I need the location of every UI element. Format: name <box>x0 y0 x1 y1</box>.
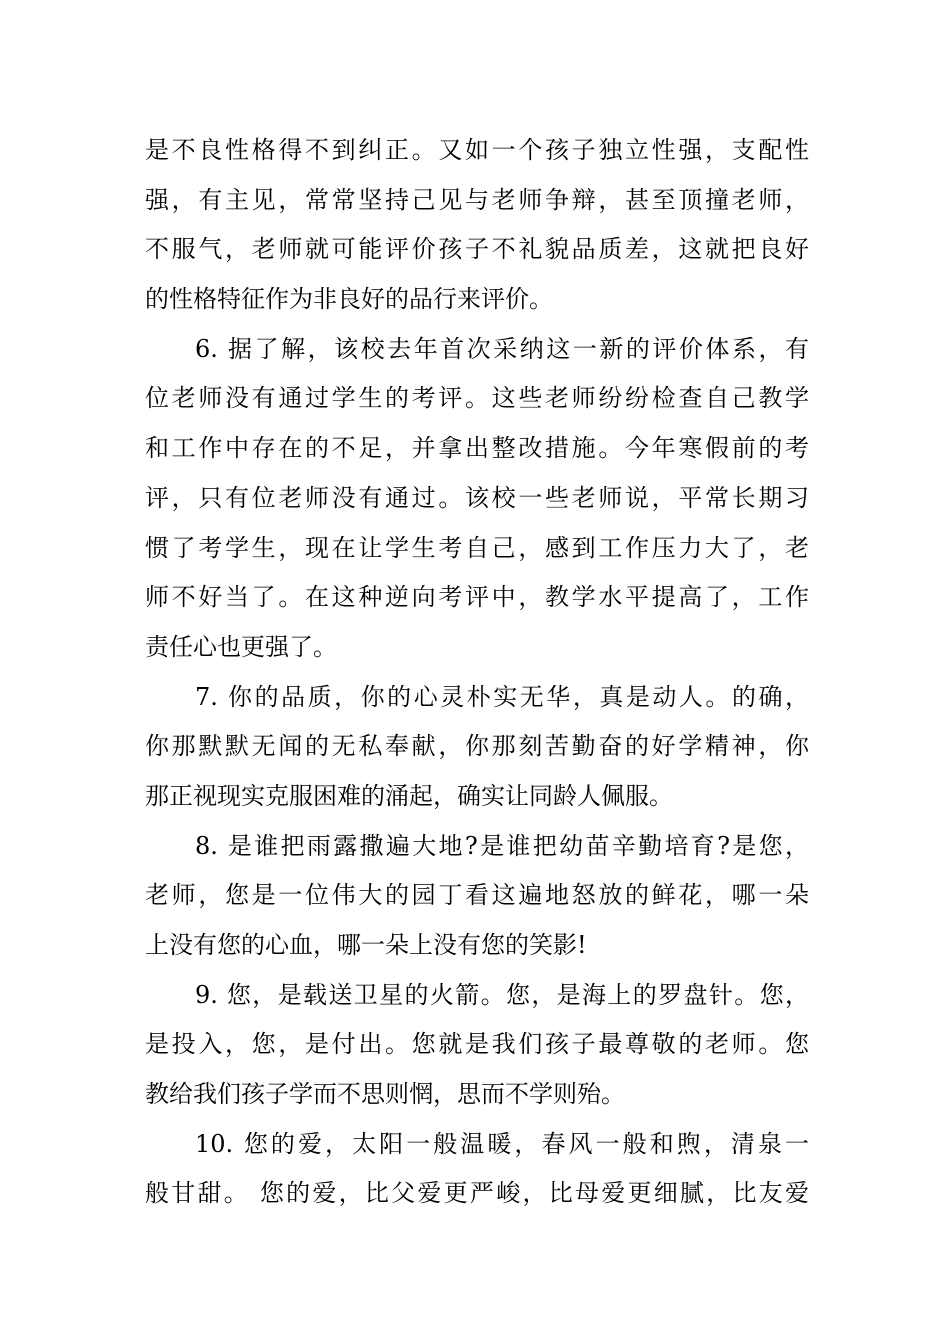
paragraph-10-start: 10. 您的爱，太阳一般温暖，春风一般和煦，清泉一 <box>195 1129 809 1158</box>
text-line: 评，只有位老师没有通过。该校一些老师说，平常长期习 <box>145 483 809 512</box>
text-line: 教给我们孩子学而不思则惘，思而不学则殆。 <box>145 1080 625 1109</box>
text-line: 不服气，老师就可能评价孩子不礼貌品质差，这就把良好 <box>145 235 809 264</box>
text-line: 般甘甜。 您的爱，比父爱更严峻，比母爱更细腻，比友爱 <box>145 1179 809 1208</box>
paragraph-8-start: 8. 是谁把雨露撒遍大地?是谁把幼苗辛勤培育?是您， <box>195 831 809 860</box>
paragraph-6-start: 6. 据了解，该校去年首次采纳这一新的评价体系，有 <box>195 334 809 363</box>
text-line: 你那默默无闻的无私奉献，你那刻苦勤奋的好学精神，你 <box>145 732 809 761</box>
body-text <box>145 126 809 1219</box>
paragraph-7-start: 7. 你的品质，你的心灵朴实无华，真是动人。的确， <box>195 682 809 711</box>
text-line: 老师，您是一位伟大的园丁看这遍地怒放的鲜花，哪一朵 <box>145 881 809 910</box>
text-line: 的性格特征作为非良好的品行来评价。 <box>145 285 553 314</box>
text-line: 和工作中存在的不足，并拿出整改措施。今年寒假前的考 <box>145 434 809 463</box>
text-line: 是投入，您，是付出。您就是我们孩子最尊敬的老师。您 <box>145 1030 809 1059</box>
text-line: 上没有您的心血，哪一朵上没有您的笑影! <box>145 931 587 959</box>
text-line: 位老师没有通过学生的考评。这些老师纷纷检查自己教学 <box>145 384 809 413</box>
text-line: 是不良性格得不到纠正。又如一个孩子独立性强，支配性 <box>145 136 809 164</box>
text-line: 责任心也更强了。 <box>145 632 337 661</box>
text-line: 惯了考学生，现在让学生考自己，感到工作压力大了，老 <box>145 533 809 562</box>
text-line: 强，有主见，常常坚持己见与老师争辩，甚至顶撞老师， <box>145 185 809 214</box>
text-line: 那正视现实克服困难的涌起，确实让同龄人佩服。 <box>145 781 673 810</box>
text-line: 师不好当了。在这种逆向考评中，教学水平提高了，工作 <box>145 583 809 612</box>
paragraph-9-start: 9. 您，是载送卫星的火箭。您，是海上的罗盘针。您， <box>195 980 809 1009</box>
